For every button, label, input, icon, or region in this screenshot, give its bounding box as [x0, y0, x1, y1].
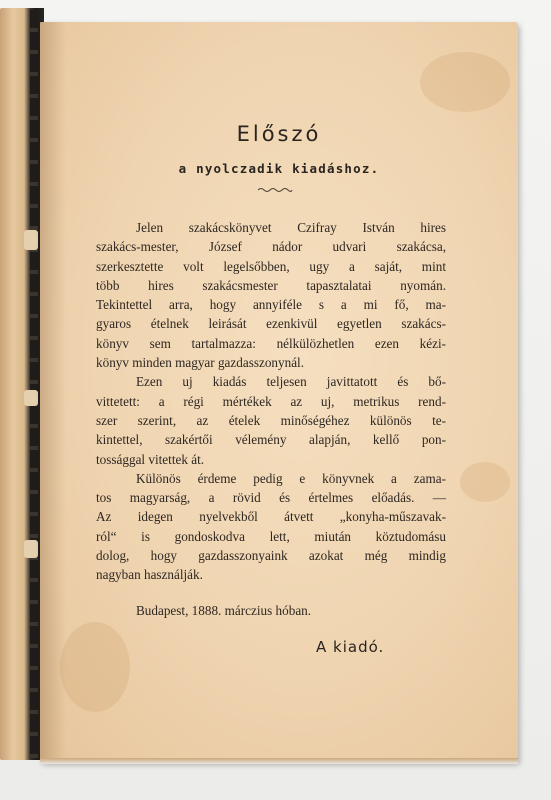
- page-subtitle: a nyolczadik kiadáshoz.: [178, 161, 380, 176]
- paragraph-1: [96, 218, 446, 372]
- binding-tear: [24, 390, 38, 406]
- page-stain: [460, 462, 510, 502]
- ornament-divider: [257, 186, 293, 194]
- text-line: vittetett: a régi mértékek az uj, metrikus rend-: [96, 393, 446, 409]
- text-line: tossággal vitettek át.: [96, 451, 205, 467]
- text-line: szerkesztette volt legelsőbben, ugy a saját, mint: [96, 258, 446, 274]
- paragraph-3: [96, 469, 446, 585]
- text-line: dolog, hogy gazdasszonyaink azokat még mindig: [96, 548, 446, 564]
- page-stain: [60, 622, 130, 712]
- text-line: kintettel, szakértői vélemény alapján, kellő pon-: [96, 432, 446, 448]
- text-line: ról“ is gondoskodva lett, miután köztudomásu: [96, 528, 446, 544]
- paragraph-2: [96, 372, 446, 468]
- text-line: Tekintettel arra, hogy annyiféle s a mi fő, ma-: [96, 297, 446, 313]
- text-line: Különös érdeme pedig e könyvnek a zama-: [136, 470, 446, 486]
- binding-tear: [24, 230, 38, 250]
- binding-tear: [24, 540, 38, 558]
- text-line: könyv minden magyar gazdasszonynál.: [96, 355, 305, 371]
- text-line: gyaros ételnek leirását ezenkivül egyetlen szakács-: [96, 316, 446, 332]
- text-line: több hires szakácsmester tapasztalatai nyomán.: [96, 277, 446, 293]
- publisher-signature: A kiadó.: [316, 638, 385, 656]
- page-title: Előszó: [236, 122, 322, 146]
- preface-body: [96, 218, 446, 585]
- text-line: Jelen szakácskönyvet Czifray István hires: [136, 220, 446, 235]
- binding-edge: [30, 10, 38, 758]
- text-line: könyv sem tartalmazza: nélkülözhetlen ezen kézi-: [96, 335, 446, 351]
- text-line: szer szerint, az ételek minőségéhez különös te-: [96, 412, 446, 428]
- dateline: Budapest, 1888. márczius hóban.: [136, 603, 312, 618]
- text-line: Ezen uj kiadás teljesen javittatott és bő-: [136, 374, 446, 390]
- text-line: szakács-mester, József nádor udvari szakácsa,: [96, 239, 446, 255]
- page-edge: [40, 758, 518, 764]
- text-line: nagyban használják.: [96, 567, 203, 583]
- text-line: tos magyarság, a rövid és értelmes előadás. —: [96, 490, 446, 506]
- page-stain: [420, 52, 510, 112]
- text-line: Az idegen nyelvekből átvett „konyha-műszavak-: [96, 509, 446, 525]
